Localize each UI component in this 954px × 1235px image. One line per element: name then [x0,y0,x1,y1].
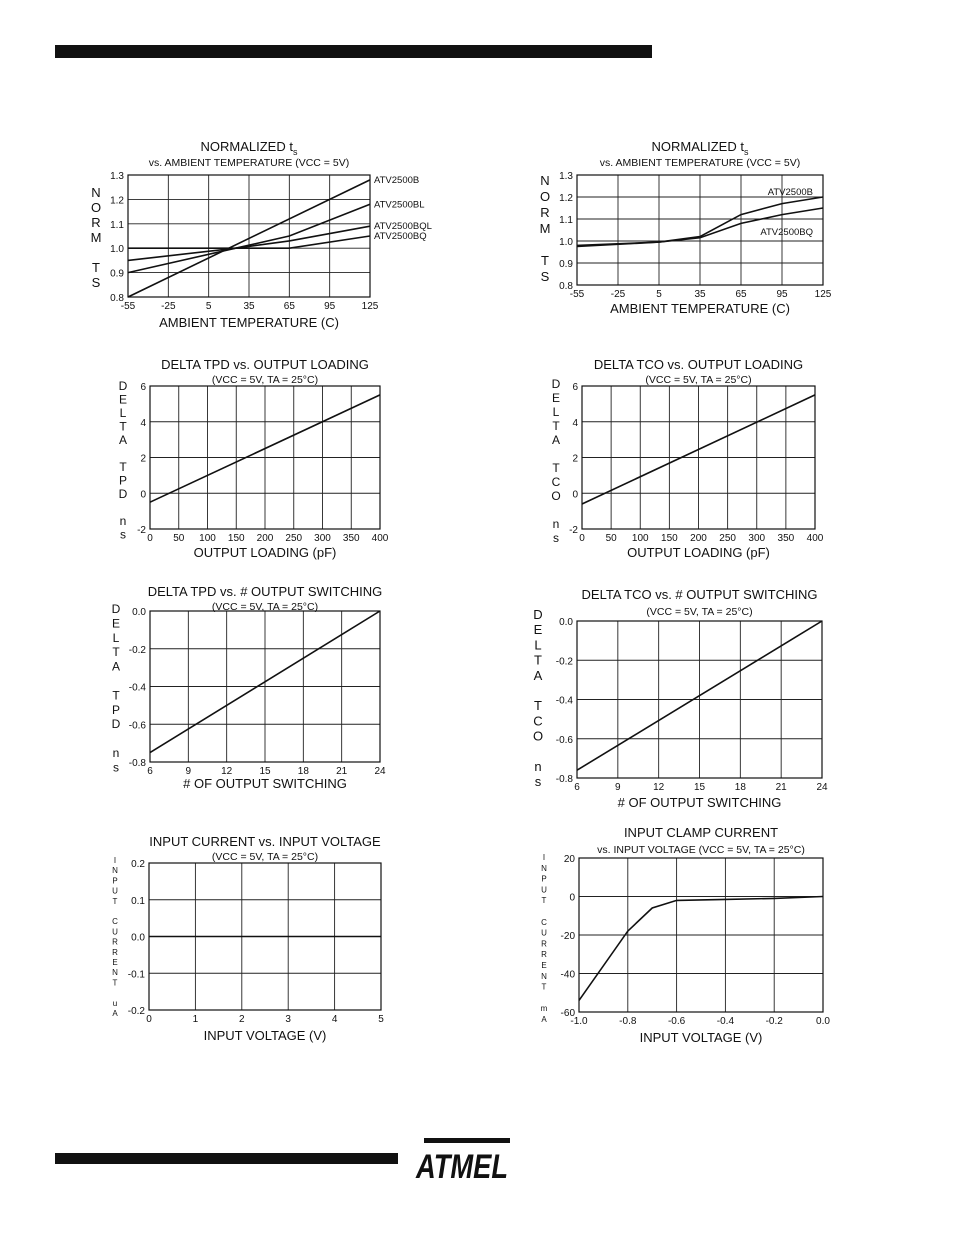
chart-delta-tpd-output-switching [100,582,400,797]
y-axis-label-letter: u [112,998,118,1008]
y-axis-label-letter: N [541,971,547,981]
y-axis-label-letter: R [112,947,118,957]
y-axis-label-letter: E [118,392,128,407]
y-tick-label: 0 [140,489,146,501]
y-tick-label: 0.8 [559,281,573,292]
y-axis-label-letter: T [119,460,127,474]
x-tick-label: 150 [227,533,245,544]
y-axis-label-letter: T [541,896,547,906]
y-axis-label-letter: M [90,230,102,245]
y-axis-label-letter: N [540,173,550,188]
y-tick-label: -40 [560,969,575,981]
x-tick-label: 18 [734,782,746,793]
chart-title: DELTA TCO vs. # OUTPUT SWITCHING [581,587,818,602]
x-tick-label: 12 [653,782,665,793]
y-tick-label: -0.4 [128,682,146,694]
y-axis-label-letter: I [113,856,117,865]
y-axis-label-letter: T [112,896,118,906]
y-axis-label-letter: m [540,1004,548,1014]
y-tick-label: 0 [572,489,578,501]
series-label: ATV2500BQ [760,227,813,238]
y-axis-label-letter: C [112,917,118,927]
y-axis-label-letter: n [112,746,120,760]
x-tick-label: 3 [285,1014,291,1025]
x-tick-label: 300 [314,533,331,544]
y-tick-label: -0.2 [127,1006,145,1017]
y-axis-label-letter: S [91,275,101,290]
y-axis-label-letter: A [551,433,561,447]
y-axis-label-letter: C [551,475,561,489]
y-axis-label-letter: T [112,688,120,703]
footer-rule [55,1153,398,1164]
x-tick-label: 15 [259,766,271,777]
y-tick-label: 1.2 [110,195,124,207]
y-axis-label-letter: A [118,433,128,447]
header-rule [55,45,652,58]
y-tick-label: 6 [140,382,146,393]
y-axis-label-letter: n [119,514,127,528]
chart-title-subscript: s [292,147,298,157]
x-tick-label: 300 [748,533,766,544]
chart-subtitle: (VCC = 5V, TA = 25°C) [645,374,752,386]
y-axis-label-letter: M [539,221,551,236]
x-tick-label: -55 [569,289,585,300]
y-axis-label-letter: S [540,269,550,284]
y-axis-label-letter: D [111,717,121,732]
y-axis-label-letter: L [119,406,127,420]
y-tick-label: 0.0 [132,607,146,618]
x-tick-label: 0 [579,533,585,544]
series-label: ATV2500B [374,174,420,186]
y-axis-label-letter: R [541,939,547,949]
y-axis-label-letter: P [111,702,121,717]
x-tick-label: -0.4 [716,1016,735,1027]
chart-delta-tpd-output-loading [100,355,400,565]
x-tick-label: 5 [205,301,212,312]
chart-subtitle: vs. INPUT VOLTAGE (VCC = 5V, TA = 25°C) [597,844,805,856]
x-tick-label: 100 [199,533,216,544]
x-tick-label: 400 [806,533,824,544]
y-tick-label: -2 [569,525,578,536]
x-tick-label: 5 [656,289,662,300]
chart-title: DELTA TPD vs. # OUTPUT SWITCHING [147,584,383,599]
x-tick-label: 15 [693,782,706,793]
series-line [579,897,823,1001]
x-tick-label: 50 [605,533,617,544]
y-axis-label-letter: T [552,419,560,433]
x-tick-label: 24 [816,782,828,793]
y-axis-label-letter: T [534,698,542,714]
y-axis-label-letter: O [90,200,102,215]
x-tick-label: -0.2 [765,1016,783,1027]
x-tick-label: 400 [371,533,389,544]
y-axis-label-letter: D [118,379,128,393]
y-axis-label-letter: T [541,253,549,268]
x-tick-label: 6 [147,766,153,777]
chart-delta-tco-output-switching [525,585,835,815]
y-tick-label: 2 [140,453,146,465]
series-label: ATV2500BQ [374,231,427,242]
y-tick-label: 20 [563,854,575,865]
y-axis-label-letter: O [532,728,544,744]
x-tick-label: 200 [690,533,707,544]
y-axis-label-letter: E [533,622,543,638]
y-axis-label-letter: N [541,863,547,873]
y-axis-label-letter: R [541,950,547,960]
chart-title: INPUT CURRENT vs. INPUT VOLTAGE [149,834,381,849]
y-axis-label-letter: P [118,473,128,488]
y-tick-label: 0.9 [110,268,124,280]
x-tick-label: -0.6 [667,1016,686,1027]
x-tick-label: 1 [192,1014,199,1025]
x-tick-label: 9 [615,782,621,793]
y-tick-label: 0.0 [559,617,573,628]
y-tick-label: -0.4 [555,695,573,707]
series-label: ATV2500BL [374,199,425,211]
y-axis-label-letter: s [534,774,542,790]
y-axis-label-letter: U [541,885,547,895]
y-tick-label: -60 [560,1008,575,1019]
y-tick-label: 4 [572,417,578,429]
x-tick-label: 24 [374,766,386,777]
y-axis-label-letter: n [552,517,560,531]
x-tick-label: 125 [814,289,832,300]
x-tick-label: 0.0 [816,1016,830,1027]
y-axis-label-letter: D [533,607,543,622]
x-axis-label: # OF OUTPUT SWITCHING [183,776,347,791]
y-tick-label: 6 [572,382,578,393]
chart-subtitle: (VCC = 5V, TA = 25°C) [211,851,319,863]
y-tick-label: -0.8 [555,774,573,785]
chart-title-subscript: s [743,147,749,157]
x-tick-label: 65 [735,289,747,300]
y-tick-label: -0.2 [128,644,146,656]
chart-title: DELTA TCO vs. OUTPUT LOADING [593,357,804,372]
x-tick-label: 12 [221,766,233,777]
x-tick-label: 350 [777,533,795,544]
y-axis-label-letter: P [112,876,118,886]
y-axis-label-letter: T [552,461,560,475]
y-axis-label-letter: U [112,927,118,937]
y-axis-label-letter: s [113,760,119,775]
x-tick-label: 95 [776,289,788,300]
y-tick-label: 1.3 [110,171,124,182]
chart-subtitle: vs. AMBIENT TEMPERATURE (VCC = 5V) [148,157,350,169]
x-tick-label: 5 [378,1014,384,1025]
y-tick-label: 1.0 [110,244,124,256]
y-axis-label-letter: N [91,185,101,200]
y-axis-label-letter: L [534,637,542,653]
y-axis-label-letter: T [92,260,100,275]
y-tick-label: -0.1 [127,969,145,981]
x-axis-label: OUTPUT LOADING (pF) [193,545,337,560]
x-tick-label: -25 [610,289,626,300]
x-tick-label: 350 [342,533,360,544]
logo-text: ATMEL [415,1148,508,1186]
atmel-logo [412,1138,514,1184]
x-axis-label: AMBIENT TEMPERATURE (C) [610,301,790,316]
y-tick-label: 1.1 [559,215,573,226]
x-tick-label: 150 [661,533,678,544]
y-axis-label-letter: A [111,659,121,674]
x-tick-label: 0 [146,1014,152,1025]
x-axis-label: # OF OUTPUT SWITCHING [617,795,782,810]
y-tick-label: -0.2 [555,656,573,668]
y-axis-label-letter: U [112,886,118,896]
y-axis-label-letter: R [540,205,550,220]
x-tick-label: 0 [147,533,153,544]
x-tick-label: 21 [336,766,348,777]
y-axis-label-letter: s [120,527,126,542]
y-axis-label-letter: I [542,853,546,862]
y-tick-label: 1.0 [559,237,573,248]
x-tick-label: 200 [256,533,274,544]
x-tick-label: -0.8 [619,1016,637,1027]
y-tick-label: -2 [137,525,146,536]
chart-title: NORMALIZED $t_s$ [200,139,298,157]
x-tick-label: 2 [239,1014,245,1025]
y-tick-label: -20 [560,931,575,942]
x-tick-label: 18 [297,766,309,777]
x-tick-label: 100 [631,533,649,544]
chart-title: INPUT CLAMP CURRENT [623,825,779,840]
chart-title: DELTA TPD vs. OUTPUT LOADING [161,357,369,372]
y-axis-label-letter: P [541,874,547,884]
x-tick-label: 125 [361,301,379,312]
y-axis-label-letter: C [541,917,547,927]
x-tick-label: 65 [283,301,295,312]
y-tick-label: 1.3 [559,171,573,182]
y-tick-label: 0.9 [559,259,573,270]
x-tick-label: 50 [173,533,185,544]
x-tick-label: 6 [574,782,580,793]
y-axis-label-letter: A [541,1015,547,1024]
x-tick-label: 4 [331,1014,338,1025]
x-axis-label: AMBIENT TEMPERATURE (C) [159,315,339,330]
y-axis-label-letter: T [119,419,127,434]
y-tick-label: 0 [569,892,575,904]
x-tick-label: 95 [324,301,336,312]
x-tick-label: 9 [185,766,192,777]
y-axis-label-letter: A [112,1009,118,1018]
y-axis-label-letter: T [541,982,547,992]
y-axis-label-letter: R [91,215,101,230]
chart-input-current-input-voltage [100,832,400,1047]
y-tick-label: 0.2 [131,859,145,870]
y-axis-label-letter: E [112,958,118,967]
y-axis-label-letter: R [112,937,118,947]
series-label: ATV2500BQL [374,221,432,233]
chart-subtitle: (VCC = 5V, TA = 25°C) [211,601,319,613]
x-tick-label: 21 [775,782,787,793]
y-tick-label: 4 [140,417,146,429]
chart-normalized-ts-right [520,135,850,325]
chart-subtitle: (VCC = 5V, TA = 25°C) [646,606,753,618]
y-axis-label-letter: A [533,667,543,683]
y-axis-label-letter: N [112,866,118,876]
y-axis-label-letter: E [111,616,121,631]
y-tick-label: 2 [572,453,578,465]
y-tick-label: -0.6 [555,734,573,746]
y-axis-label-letter: E [541,961,547,970]
x-tick-label: 35 [243,301,255,312]
y-axis-label-letter: D [111,602,121,616]
chart-normalized-ts-left [80,135,432,335]
x-tick-label: 250 [285,533,303,544]
y-tick-label: 0.0 [131,932,145,944]
chart-title: NORMALIZED $t_s$ [651,139,749,157]
y-axis-label-letter: D [118,487,128,501]
x-tick-label: -55 [120,301,136,312]
y-axis-label-letter: O [551,489,561,503]
y-axis-label-letter: U [541,928,547,938]
y-axis-label-letter: O [539,189,551,204]
y-tick-label: 0.1 [131,895,145,907]
x-axis-label: OUTPUT LOADING (pF) [627,545,770,560]
y-axis-label-letter: T [534,652,542,668]
chart-input-clamp-current [530,822,840,1047]
chart-subtitle: vs. AMBIENT TEMPERATURE (VCC = 5V) [599,157,801,169]
y-axis-label-letter: N [112,968,118,978]
y-axis-label-letter: T [112,978,118,988]
x-tick-label: 250 [719,533,736,544]
y-axis-label-letter: E [551,391,561,405]
y-tick-label: -0.6 [128,720,146,732]
y-tick-label: 0.8 [110,293,124,304]
x-tick-label: -1.0 [570,1016,588,1027]
x-axis-label: INPUT VOLTAGE (V) [639,1030,763,1045]
y-axis-label-letter: D [551,377,561,391]
y-axis-label-letter: s [553,531,559,545]
y-axis-label-letter: L [552,405,560,419]
y-axis-label-letter: T [112,645,120,660]
y-axis-label-letter: C [533,713,543,729]
x-axis-label: INPUT VOLTAGE (V) [203,1028,327,1043]
chart-subtitle: (VCC = 5V, TA = 25°C) [211,374,319,386]
chart-delta-tco-output-loading [535,355,835,565]
x-tick-label: -25 [161,301,176,312]
y-tick-label: 1.2 [559,193,573,204]
series-label: ATV2500B [767,187,813,198]
y-axis-label-letter: L [112,630,120,645]
y-tick-label: 1.1 [110,219,124,231]
x-tick-label: 35 [694,289,706,300]
y-tick-label: -0.8 [128,758,146,769]
y-axis-label-letter: n [534,759,542,774]
